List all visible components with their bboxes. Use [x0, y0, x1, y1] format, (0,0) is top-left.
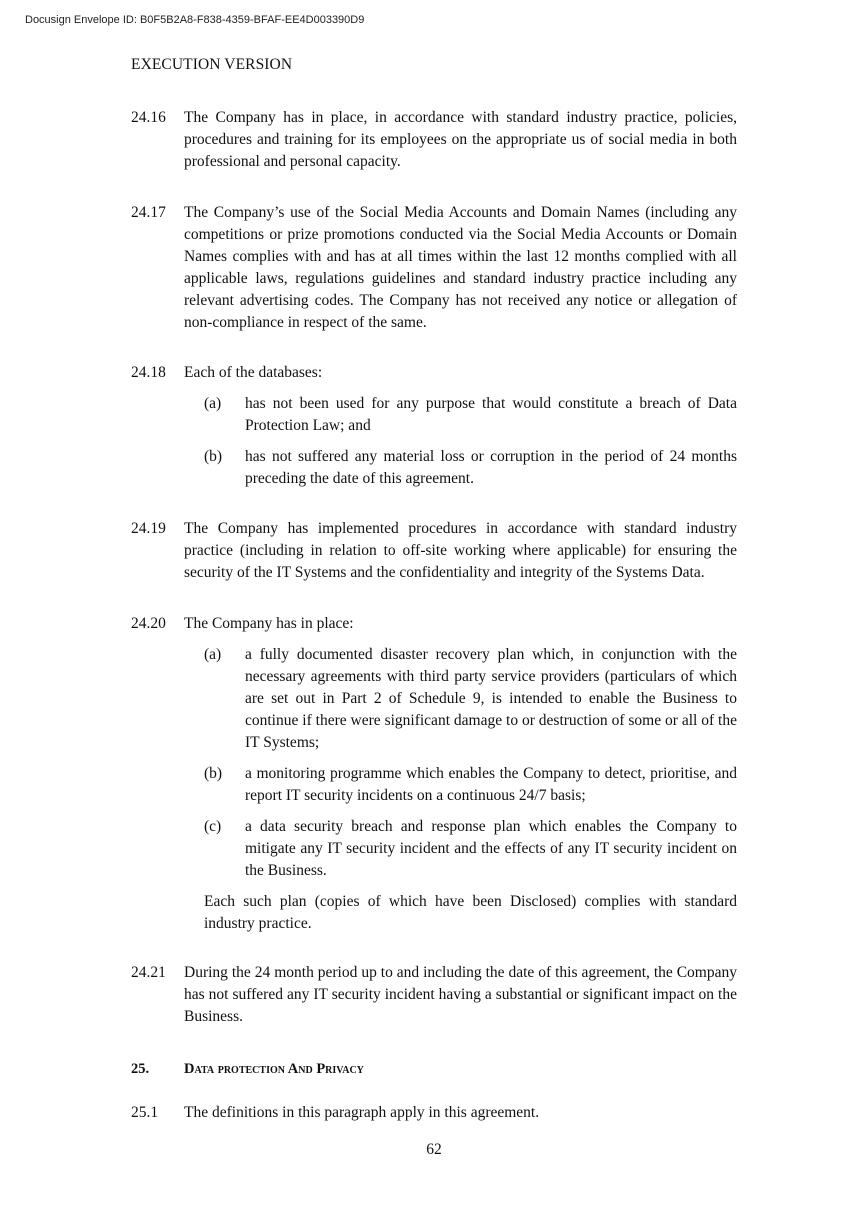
clause-number: 24.21 — [131, 964, 166, 981]
clause-number: 24.16 — [131, 109, 166, 126]
clause-24-16 — [131, 107, 737, 173]
section-title: Data protection And Privacy — [184, 1061, 364, 1077]
sub-item-b — [204, 763, 737, 807]
sub-item-text: has not suffered any material loss or corruption in the period of 24 months preceding the date of this agreement. — [245, 448, 737, 487]
clause-24-17 — [131, 202, 737, 334]
clause-number: 25.1 — [131, 1104, 159, 1121]
sub-item-text: a monitoring programme which enables the Company to detect, prioritise, and report IT security incidents on a continuous 24/7 basis; — [245, 765, 737, 804]
sub-item-c — [204, 816, 737, 882]
clause-text: During the 24 month period up to and including the date of this agreement, the Company has not suffered any IT security incident having a substantial or significant impact on the Business. — [184, 964, 737, 1025]
clause-25-1 — [131, 1102, 737, 1124]
sub-item-label: (b) — [204, 448, 223, 465]
clause-24-18 — [131, 362, 737, 490]
clause-text: The Company has implemented procedures in accordance with standard industry practice (including in relation to off-site working where applicable) for ensuring the security of the IT Systems and the confidentiality and integrity of the Systems Data. — [184, 520, 737, 581]
sub-item-label: (b) — [204, 765, 223, 782]
clause-number: 24.19 — [131, 520, 166, 537]
execution-version-header: EXECUTION VERSION — [131, 56, 293, 73]
clause-text: The definitions in this paragraph apply in this agreement. — [184, 1104, 540, 1121]
clause-text: The Company’s use of the Social Media Accounts and Domain Names (including any competitions or prize promotions conducted via the Social Media Accounts or Domain Names complies with and has at all times within the last 12 months complied with all applicable laws, regulations guidelines and standard industry practice including any relevant advertising codes. The Company has not received any notice or allegation of non-compliance in respect of the same. — [184, 204, 737, 331]
sub-item-text: a data security breach and response plan which enables the Company to mitigate any IT security incident and the effects of any IT security incident on the Business. — [245, 818, 737, 879]
sub-item-text: has not been used for any purpose that would constitute a breach of Data Protection Law; and — [245, 395, 737, 434]
sub-item-label: (a) — [204, 395, 222, 412]
clause-number: 24.17 — [131, 204, 166, 221]
clause-24-21 — [131, 962, 737, 1028]
clause-number: 24.20 — [131, 615, 166, 632]
envelope-id: Docusign Envelope ID: B0F5B2A8-F838-4359-BFAF-EE4D003390D9 — [25, 14, 365, 26]
clause-tail-text: Each such plan (copies of which have been Disclosed) complies with standard industry practice. — [204, 893, 737, 932]
clause-text: The Company has in place: — [184, 615, 354, 632]
page-number: 62 — [426, 1141, 442, 1158]
section-number: 25. — [131, 1061, 150, 1077]
clause-text: Each of the databases: — [184, 364, 323, 381]
sub-item-b — [204, 446, 737, 490]
clause-24-19 — [131, 518, 737, 584]
clause-number: 24.18 — [131, 364, 166, 381]
sub-item-a — [204, 393, 737, 437]
clause-24-20 — [131, 613, 737, 935]
sub-item-label: (c) — [204, 818, 222, 835]
sub-item-label: (a) — [204, 646, 222, 663]
sub-item-a — [204, 644, 737, 754]
sub-item-text: a fully documented disaster recovery plan which, in conjunction with the necessary agreements with third party service providers (particulars of which are set out in Part 2 of Schedule 9, is intended to enable the Business to continue if there were significant damage to or destruction of some or all of the IT Systems; — [245, 646, 737, 751]
clause-text: The Company has in place, in accordance with standard industry practice, policies, procedures and training for its employees on the appropriate us of social media in both professional and personal capacity. — [184, 109, 737, 170]
